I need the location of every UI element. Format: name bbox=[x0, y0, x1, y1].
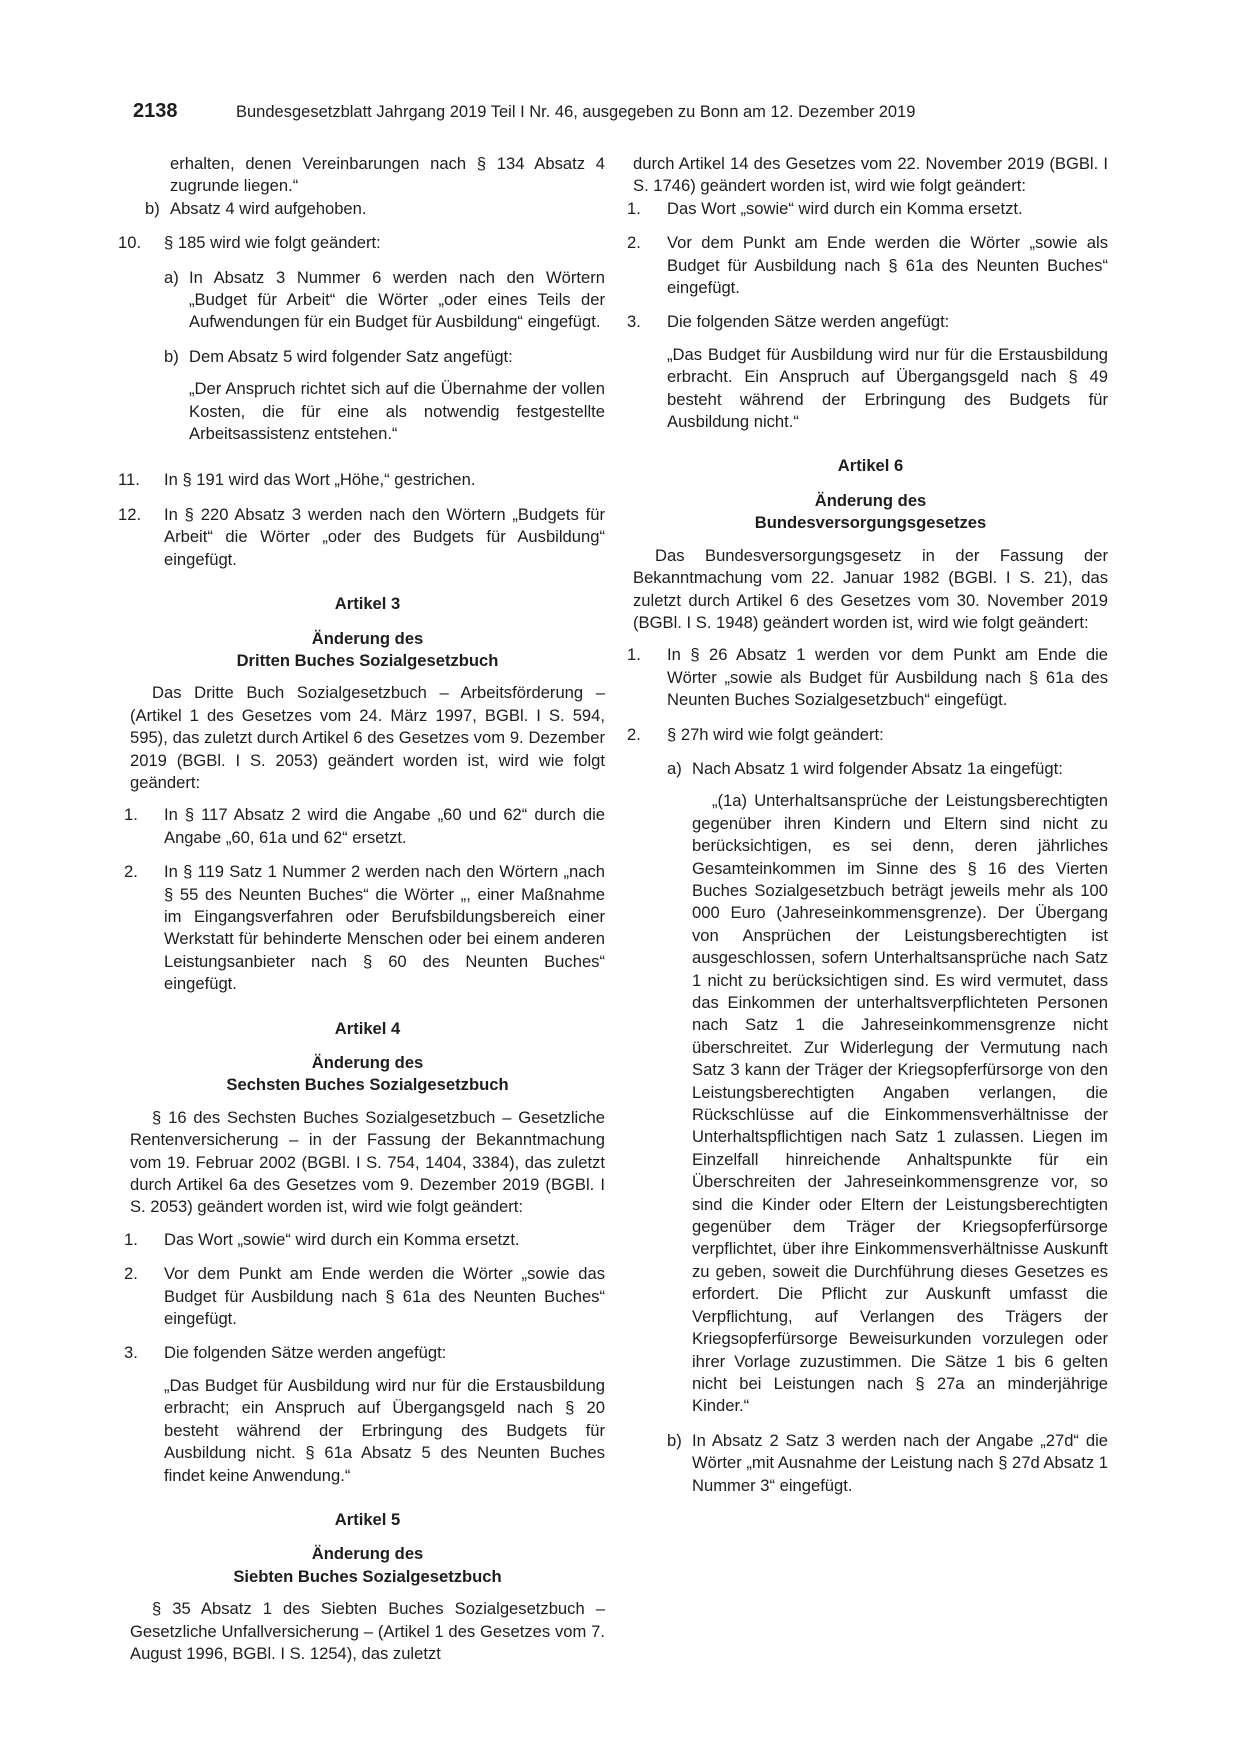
article-heading bbox=[130, 1018, 605, 1097]
sub-item-a bbox=[164, 267, 605, 334]
item-text: In § 117 Absatz 2 wird die Angabe „60 und 62“ durch die Angabe „60, 61a und 62“ ersetzt. bbox=[164, 805, 605, 847]
list-item bbox=[124, 1342, 605, 1486]
right-column bbox=[627, 153, 1108, 1521]
sub-item-b bbox=[164, 346, 605, 446]
item-label: 2. bbox=[124, 862, 138, 882]
article-intro: Das Dritte Buch Sozialgesetzbuch – Arbeitsförderung – (Artikel 1 des Gesetzes vom 24. März 1997, BGBl. I S. 594, 595), das zuletzt durch Artikel 6 des Gesetzes vom 9. Dezember 2019 (BGBl. I S. 2053) geändert worden ist, wird wie folgt geändert: bbox=[130, 683, 605, 792]
item-text: Absatz 4 wird aufgehoben. bbox=[170, 198, 367, 218]
item-label: a) bbox=[164, 267, 179, 287]
list-item bbox=[627, 232, 1108, 299]
article-number: Artikel 4 bbox=[334, 1018, 401, 1038]
list-item bbox=[627, 724, 1108, 1509]
article-heading bbox=[130, 593, 605, 672]
article-heading bbox=[130, 1509, 605, 1588]
page-header bbox=[133, 100, 1113, 130]
left-column bbox=[118, 153, 605, 1665]
article-title-line1: Änderung des bbox=[311, 1053, 424, 1072]
list-item-11 bbox=[118, 469, 605, 491]
item-text: Vor dem Punkt am Ende werden die Wörter „sowie als Budget für Ausbildung nach § 61a des Neunten Buches“ eingefügt. bbox=[667, 233, 1108, 298]
item-text: § 27h wird wie folgt geändert: bbox=[667, 724, 884, 744]
list-item bbox=[145, 198, 605, 220]
item-text: Das Wort „sowie“ wird durch ein Komma ersetzt. bbox=[667, 198, 1023, 218]
list-item bbox=[627, 311, 1108, 433]
item-label: 3. bbox=[124, 1343, 138, 1363]
item-label: 3. bbox=[627, 312, 641, 332]
item-text: § 185 wird wie folgt geändert: bbox=[164, 233, 381, 253]
item-text: In Absatz 2 Satz 3 werden nach der Angabe „27d“ die Wörter „mit Ausnahme der Leistung nach § 27d Absatz 1 Nummer 3“ eingefügt. bbox=[692, 1430, 1108, 1495]
list-item bbox=[124, 1263, 605, 1330]
article-number: Artikel 5 bbox=[334, 1509, 401, 1529]
list-item bbox=[124, 1229, 605, 1251]
item-label: 10. bbox=[118, 233, 142, 253]
item-text: Nach Absatz 1 wird folgender Absatz 1a eingefügt: bbox=[692, 758, 1063, 778]
article-heading bbox=[633, 455, 1108, 534]
article-number: Artikel 3 bbox=[334, 594, 401, 614]
article-title-line1: Änderung des bbox=[814, 490, 927, 510]
item-text: In § 220 Absatz 3 werden nach den Wörtern „Budgets für Arbeit“ die Wörter „oder des Budgets für Ausbildung“ eingefügt. bbox=[164, 504, 605, 569]
list-item bbox=[124, 804, 605, 849]
list-item bbox=[627, 644, 1108, 711]
item-label: 1. bbox=[627, 645, 641, 665]
item-text: Vor dem Punkt am Ende werden die Wörter „sowie das Budget für Ausbildung nach § 61a des Neunten Buches“ eingefügt. bbox=[164, 1264, 605, 1329]
list-item bbox=[627, 198, 1108, 220]
sub-item-a bbox=[667, 758, 1108, 1418]
article-title-line2: Sechsten Buches Sozialgesetzbuch bbox=[226, 1075, 509, 1095]
continued-text: durch Artikel 14 des Gesetzes vom 22. November 2019 (BGBl. I S. 1746) geändert worden ist, wird wie folgt geändert: bbox=[633, 154, 1108, 196]
item-text: Die folgenden Sätze werden angefügt: bbox=[667, 312, 950, 332]
item-label: 2. bbox=[627, 233, 641, 253]
item-text: In Absatz 3 Nummer 6 werden nach den Wörtern „Budget für Arbeit“ die Wörter „oder eines Teils der Aufwendungen für ein Budget für Ausbildung“ eingefügt. bbox=[189, 267, 605, 332]
continued-text: erhalten, denen Vereinbarungen nach § 134 Absatz 4 zugrunde liegen.“ bbox=[170, 154, 605, 196]
quoted-text: „Das Budget für Ausbildung wird nur für die Erstausbildung erbracht. Ein Anspruch auf Übergangsgeld nach § 49 besteht während der Erbringung des Budgets für Ausbildung nicht.“ bbox=[667, 344, 1108, 432]
gazette-title: Bundesgesetzblatt Jahrgang 2019 Teil I Nr. 46, ausgegeben zu Bonn am 12. Dezember 2019 bbox=[236, 103, 916, 121]
item-label: b) bbox=[164, 346, 179, 366]
item-text: In § 26 Absatz 1 werden vor dem Punkt am Ende die Wörter „sowie als Budget für Ausbildung nach § 61a des Neunten Buches Sozialgesetzbuch“ eingefügt. bbox=[667, 645, 1108, 710]
item-label: 2. bbox=[627, 724, 641, 744]
article-title-line1: Änderung des bbox=[311, 628, 424, 648]
item-text: Dem Absatz 5 wird folgender Satz angefügt: bbox=[189, 346, 513, 366]
article-intro: § 35 Absatz 1 des Siebten Buches Sozialgesetzbuch – Gesetzliche Unfallversicherung – (Artikel 1 des Gesetzes vom 7. August 1996, BGBl. I S. 1254), das zuletzt bbox=[130, 1599, 605, 1663]
item-text: Das Wort „sowie“ wird durch ein Komma ersetzt. bbox=[164, 1229, 520, 1249]
page-number: 2138 bbox=[133, 100, 178, 122]
article-title-line2: Siebten Buches Sozialgesetzbuch bbox=[233, 1566, 502, 1586]
item-label: a) bbox=[667, 758, 682, 778]
item-label: 11. bbox=[118, 470, 140, 490]
item-label: 1. bbox=[124, 1229, 138, 1249]
article-number: Artikel 6 bbox=[837, 456, 904, 476]
quoted-text: „Das Budget für Ausbildung wird nur für die Erstausbildung erbracht; ein Anspruch auf Übergangsgeld nach § 20 besteht während der Erbringung des Budgets für Ausbildung nicht. § 61a Absatz 5 des Neunten Buches findet keine Anwendung.“ bbox=[164, 1375, 605, 1485]
article-title-line2: Dritten Buches Sozialgesetzbuch bbox=[236, 650, 499, 670]
list-item-10 bbox=[118, 232, 605, 457]
quoted-text: „Der Anspruch richtet sich auf die Übernahme der vollen Kosten, die für eine als notwendig festgestellte Arbeitsassistenz entstehen.“ bbox=[189, 379, 605, 444]
article-intro: § 16 des Sechsten Buches Sozialgesetzbuch – Gesetzliche Rentenversicherung – in der Fassung der Bekanntmachung vom 19. Februar 2002 (BGBl. I S. 754, 1404, 3384), das zuletzt durch Artikel 6a des Gesetzes vom 9. Dezember 2019 (BGBl. I S. 2053) geändert worden ist, wird wie folgt geändert: bbox=[130, 1107, 605, 1217]
item-text: In § 119 Satz 1 Nummer 2 werden nach den Wörtern „nach § 55 des Neunten Buches“ die Wörter „, einer Maßnahme im Eingangsverfahren oder Berufsbildungsbereich einer Werkstatt für behinderte Menschen oder bei einem anderen Leistungsanbieter nach § 60 des Neunten Buches“ eingefügt. bbox=[164, 862, 605, 994]
article-title-line1: Änderung des bbox=[311, 1544, 424, 1564]
item-label: 12. bbox=[118, 504, 142, 524]
item-label: b) bbox=[667, 1430, 682, 1450]
list-item-12 bbox=[118, 504, 605, 571]
sub-item-b bbox=[667, 1430, 1108, 1497]
quoted-text: „(1a) Unterhaltsansprüche der Leistungsberechtigten gegenüber ihren Kindern und Eltern sind nicht zu berücksichtigen, es sei denn, deren jährliches Gesamteinkommen im Sinne des § 16 des Vierten Buches Sozialgesetzbuch beträgt jeweils mehr als 100 000 Euro (Jahreseinkommensgrenze). Der Übergang von Ansprüchen der Leistungsberechtigten ist ausgeschlossen, sofern Unterhaltsansprüche nach Satz 1 nicht zu berücksichtigen sind. Es wird vermutet, dass das Einkommen der unterhaltsverpflichteten Personen nach Satz 1 die Jahreseinkommensgrenze nicht überschreitet. Zur Widerlegung der Vermutung nach Satz 3 kann der Träger der Kriegsopferfürsorge von den Leistungsberechtigten Angaben verlangen, die Rückschlüsse auf die Einkommensverhältnisse der Unterhaltspflichtigen nach Satz 1 zulassen. Liegen im Einzelfall hinreichende Anhaltspunkte für ein Überschreiten der Jahreseinkommensgrenze vor, so sind die Kinder oder Eltern der Leistungsberechtigten gegenüber dem Träger der Kriegsopferfürsorge verpflichtet, über ihre Einkommensverhältnisse Auskunft zu geben, soweit die Durchführung dieses Gesetzes es erfordert. Die Pflicht zur Auskunft umfasst die Verpflichtung, auf Verlangen des Trägers der Kriegsopferfürsorge Beweisurkunden vorzulegen oder ihrer Vorlage zuzustimmen. Die Sätze 1 bis 6 gelten nicht bei Leistungen nach § 27a an minderjährige Kinder.“ bbox=[692, 791, 1108, 1416]
article-title-line2: Bundesversorgungsgesetzes bbox=[754, 513, 987, 533]
item-label: b) bbox=[145, 198, 160, 218]
article-intro: Das Bundesversorgungsgesetz in der Fassung der Bekanntmachung vom 22. Januar 1982 (BGBl. I S. 21), das zuletzt durch Artikel 6 des Gesetzes vom 30. November 2019 (BGBl. I S. 1948) geändert worden ist, wird wie folgt geändert: bbox=[633, 545, 1108, 632]
item-text: Die folgenden Sätze werden angefügt: bbox=[164, 1343, 447, 1363]
item-label: 2. bbox=[124, 1264, 138, 1284]
item-label: 1. bbox=[627, 198, 641, 218]
list-item bbox=[124, 861, 605, 995]
item-label: 1. bbox=[124, 805, 138, 825]
item-text: In § 191 wird das Wort „Höhe,“ gestrichen. bbox=[164, 470, 476, 490]
